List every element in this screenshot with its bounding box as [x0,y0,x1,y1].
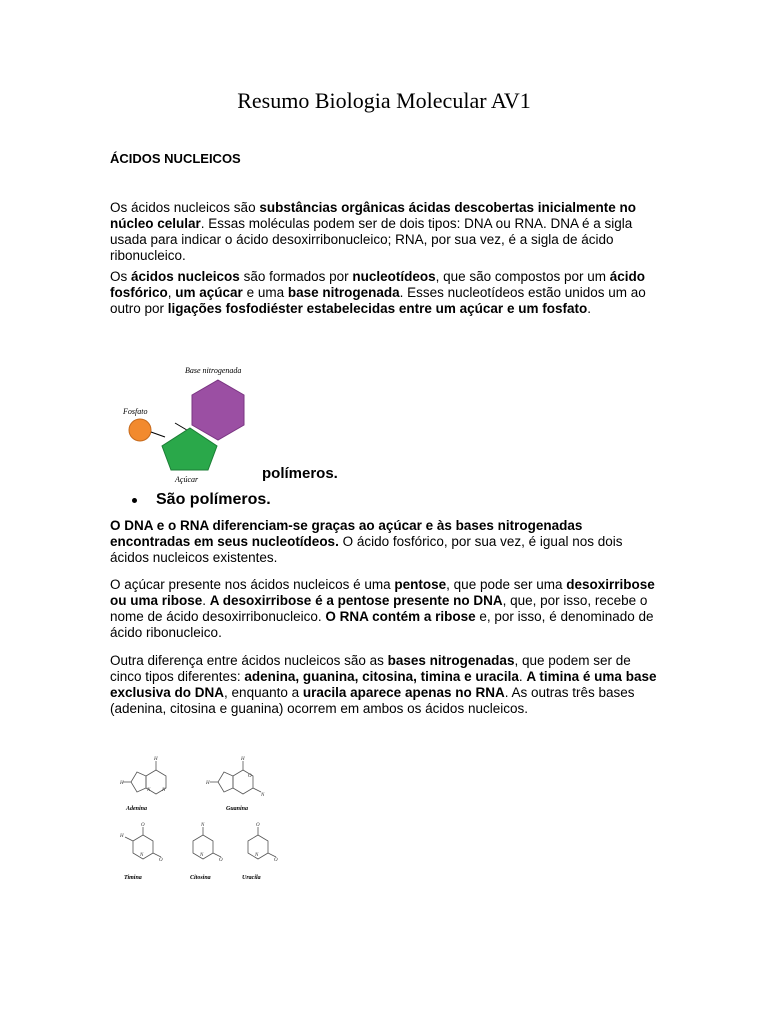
base-name-guanine: Guanina [226,806,249,812]
nitrogenous-bases-figure [118,755,288,885]
svg-text:N: N [162,788,166,793]
paragraph-bases: Outra diferença entre ácidos nucleicos são as bases nitrogenadas, que podem ser de cinco tipos diferentes: adenina, guanina, citosina, timina e uracila. A timina é uma base exclusiva do DNA, enquanto a uracila aparece apenas no RNA. As outras três bases (adenina, citosina e guanina) ocorrem em ambos os ácidos nucleicos. [110,653,657,716]
bullet-dot [132,498,137,503]
svg-text:N: N [147,788,151,793]
phosphate-label: Fosfato [123,407,148,416]
svg-text:N: N [200,853,204,858]
svg-text:O: O [256,823,260,828]
svg-text:N: N [201,823,205,828]
nucleotide-diagram [115,360,265,485]
bullet-text: São polímeros. [156,491,271,508]
base-label: Base nitrogenada [185,366,242,375]
svg-text:O: O [219,858,223,863]
svg-text:H: H [120,834,124,839]
svg-text:H: H [206,781,210,786]
base-name-uracil: Uracila [242,875,261,881]
polimeros-fragment: polímeros. [262,465,338,482]
svg-text:O: O [248,774,252,779]
svg-text:H: H [241,757,245,762]
base-name-thymine: Timina [124,875,142,881]
bullet-item [132,491,271,509]
paragraph-differences: O DNA e o RNA diferenciam-se graças ao açúcar e às bases nitrogenadas encontradas em seus nucleotídeos. O ácido fosfórico, por sua vez, é igual nos dois ácidos nucleicos existentes. [110,518,623,565]
svg-text:H: H [154,757,158,762]
base-hexagon [192,380,244,440]
svg-text:O: O [159,858,163,863]
base-name-cytosine: Citosina [190,875,211,881]
section-heading: ÁCIDOS NUCLEICOS [110,151,241,166]
phosphate-circle [129,419,151,441]
uracil-structure [248,827,276,859]
paragraph-sugar: O açúcar presente nos ácidos nucleicos é uma pentose, que pode ser uma desoxirribose ou uma ribose. A desoxirribose é a pentose presente no DNA, que, por isso, recebe o nome de ácido desoxirribonucleico. O RNA contém a ribose e, por isso, é denominado de ácido ribonucleico. [110,577,655,640]
sugar-label: Açúcar [175,475,199,484]
document-title: Resumo Biologia Molecular AV1 [237,88,531,113]
svg-text:O: O [274,858,278,863]
base-name-adenine: Adenina [126,806,148,812]
paragraph-intro: Os ácidos nucleicos são substâncias orgânicas ácidas descobertas inicialmente no núcleo celular. Essas moléculas podem ser de dois tipos: DNA ou RNA. DNA é a sigla usada para indicar o ácido desoxirribonucleico; RNA, por sua vez, é a sigla de ácido ribonucleico. [110,200,636,263]
paragraph-composition: Os ácidos nucleicos são formados por nucleotídeos, que são compostos por um ácido fosfórico, um açúcar e uma base nitrogenada. Esses nucleotídeos estão unidos um ao outro por ligações fosfodiéster estabelecidas entre um açúcar e um fosfato. [110,269,646,316]
svg-text:N: N [255,853,259,858]
svg-text:N: N [140,853,144,858]
adenine-structure [123,761,166,794]
bond-line [151,432,165,437]
cytosine-structure [193,827,221,859]
guanine-structure [210,761,261,794]
svg-text:O: O [141,823,145,828]
svg-text:N: N [261,793,265,798]
svg-text:H: H [120,781,124,786]
